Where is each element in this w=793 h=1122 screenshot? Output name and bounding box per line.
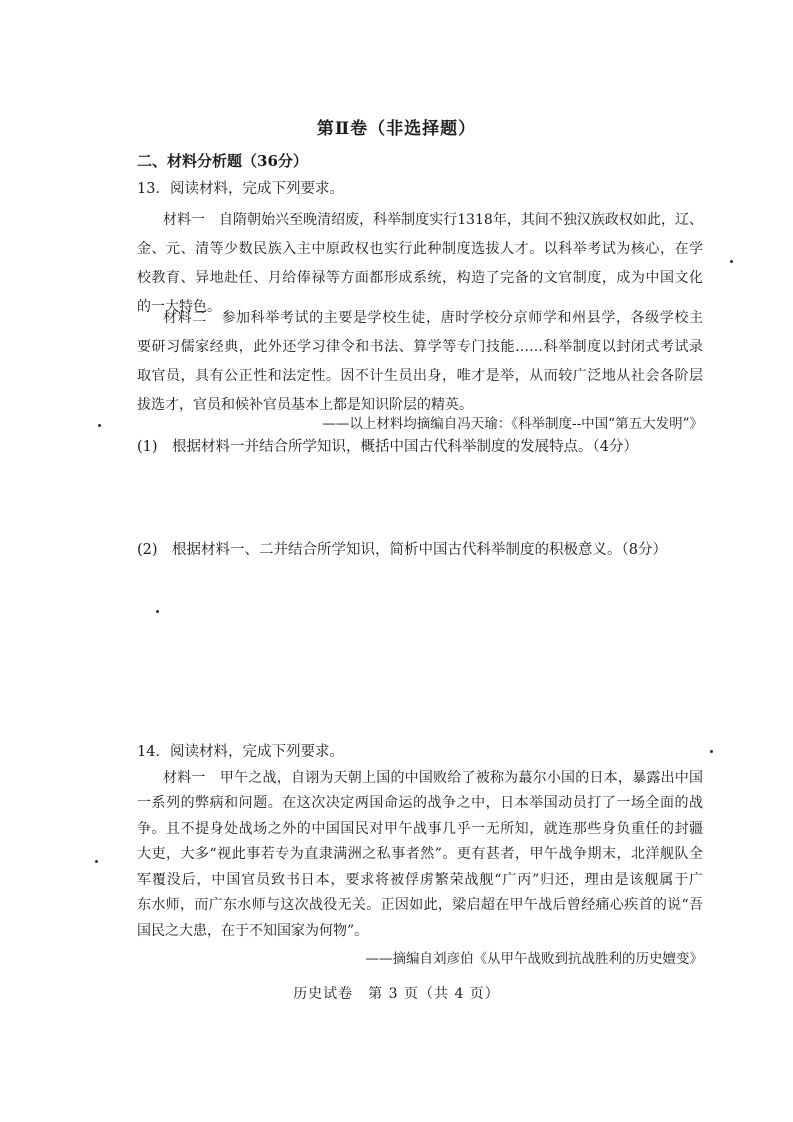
q13-m1-line: 材料一 自隋朝始兴至晚清绍废，科举制度实行1318年，其间不独汉族政权如此，辽、: [163, 212, 703, 228]
exam-part-title: 第Ⅱ卷（非选择题）: [316, 119, 477, 139]
q13-m2-line: 拔选才，官员和候补官员基本上都是知识阶层的精英。: [137, 397, 473, 413]
q14-material-1: [163, 766, 703, 791]
q14-m1-line: 争。且不提身处战场之外的中国国民对甲午战事几乎一无所知，就连那些身负重任的封疆: [137, 820, 703, 837]
q14-m1-line: 军覆没后，中国官员致书日本，要求将被俘虏繁荣战舰“广丙”归还，理由是该舰属于广: [137, 871, 703, 888]
scan-speck: [156, 610, 159, 613]
scan-speck: [710, 750, 713, 753]
page-footer: 历史试卷 第 3 页（共 4 页）: [293, 986, 500, 1002]
q13-m1-line: 金、元、清等少数民族入主中原政权也实行此种制度选拔人才。以科举考试为核心，在学: [137, 241, 703, 257]
q14-heading: 14．阅读材料，完成下列要求。: [137, 744, 344, 760]
q14-m1-line: 国民之大患，在于不知国家为何物”。: [137, 922, 369, 939]
q14-m1-line: 东水师，而广东水师与这次战役无关。正因如此，梁启超在甲午战后曾经痛心疾首的说“吾: [137, 897, 703, 913]
q14-source-citation: ——摘编自刘彦伯《从甲午战败到抗战胜利的历史嬗变》: [365, 951, 703, 967]
q13-m2-line: 取官员，具有公正性和法定性。因不计生员出身，唯才是举，从而较广泛地从社会各阶层: [137, 368, 703, 384]
q13-m1-line: 校教育、异地赴任、月给俸禄等方面都形成系统，构造了完备的文官制度，成为中国文化: [137, 270, 703, 286]
q14-m1-line: 一系列的弊病和问题。在这次决定两国命运的战争之中，日本举国动员打了一场全面的战: [137, 795, 703, 811]
scan-speck: [95, 860, 98, 863]
q13-material-2: [163, 304, 703, 333]
scan-speck: [98, 424, 101, 427]
q14-m1-line: 大吏，大多“视此事若专为直隶满洲之私事者然”。更有甚者，甲午战争期末，北洋舰队全: [137, 846, 703, 862]
q13-m2-line: 要研习儒家经典，此外还学习律令和书法、算学等专门技能……科举制度以封闭式考试录: [137, 339, 703, 355]
q13-m1-line: 的一大特色。: [137, 299, 221, 315]
q14-m1-line: 材料一 甲午之战，自诩为天朝上国的中国败给了被称为蕞尔小国的日本，暴露出中国: [163, 770, 703, 786]
q13-subquestion-2: (2) 根据材料一、二并结合所学知识，简析中国古代科举制度的积极意义。（8分）: [137, 542, 668, 558]
q13-heading: 13．阅读材料，完成下列要求。: [137, 181, 344, 197]
q13-source-citation: ——以上材料均摘编自冯天瑜：《科举制度--中国“第五大发明”》: [322, 416, 703, 432]
q13-subquestion-1: (1) 根据材料一并结合所学知识，概括中国古代科举制度的发展特点。（4分）: [137, 439, 639, 455]
q14-material-1-cont: [137, 791, 703, 944]
q13-material-2-cont: [137, 333, 703, 420]
q13-m2-line: 材料二 参加科举考试的主要是学校生徒，唐时学校分京师学和州县学，各级学校主: [163, 310, 703, 326]
scan-speck: [730, 260, 733, 263]
section-heading: 二、材料分析题（36分）: [137, 152, 308, 170]
q13-material-1: [163, 206, 703, 235]
